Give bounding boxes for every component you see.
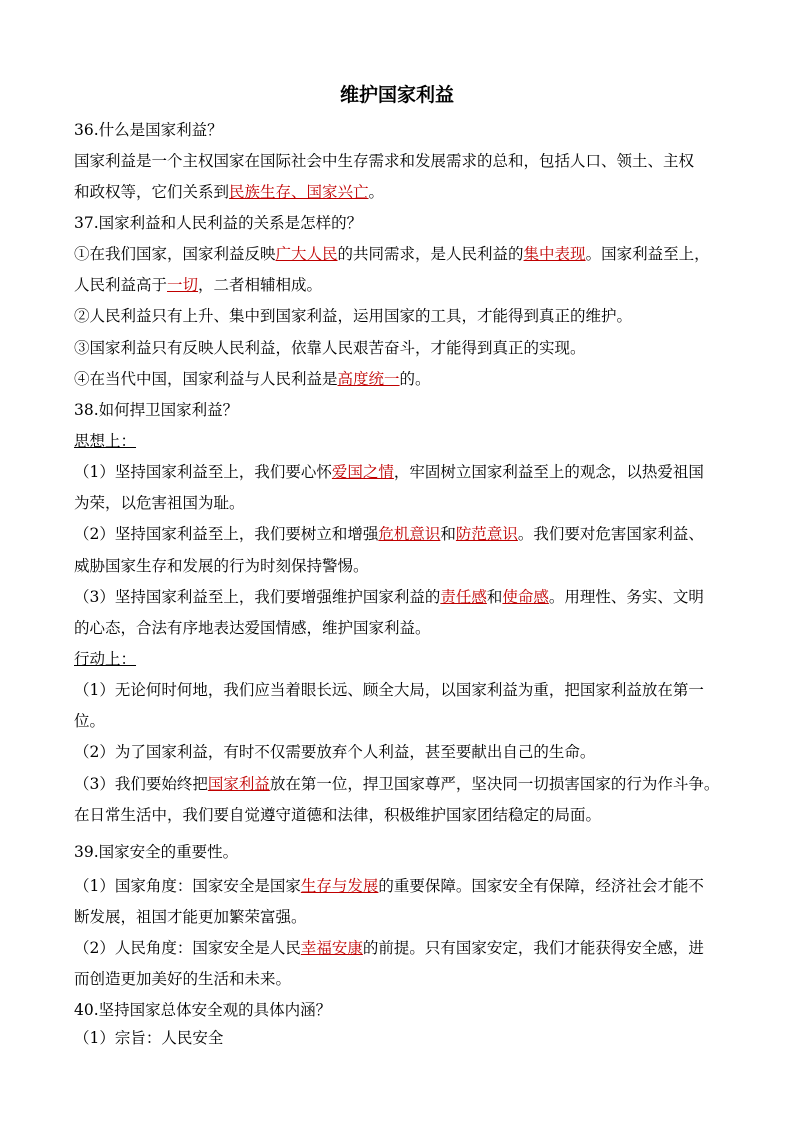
- text-segment: 和: [486, 588, 503, 606]
- text-segment: 。: [368, 183, 385, 201]
- section-heading: 思想上：: [74, 432, 137, 450]
- text-segment: ①在我们国家，国家利益反映: [74, 245, 276, 263]
- question-39: 39.国家安全的重要性。: [74, 843, 239, 861]
- question-38: 38.如何捍卫国家利益？: [74, 401, 239, 419]
- text-segment: （2）人民角度：国家安全是人民: [74, 939, 301, 957]
- keyword: 使命感: [502, 588, 549, 606]
- answer-line: [74, 462, 704, 482]
- keyword: 广大人民: [275, 245, 338, 263]
- answer-line: [74, 369, 431, 389]
- text-segment: ④在当代中国，国家利益与人民利益是: [74, 370, 338, 388]
- answer-line: [74, 182, 384, 202]
- text-segment: 。国家利益至上，: [585, 245, 710, 263]
- keyword: 防范意识: [455, 525, 518, 543]
- question-40: 40.坚持国家总体安全观的具体内涵？: [74, 1001, 332, 1019]
- keyword: 国家利益: [207, 775, 270, 793]
- answer-line: [74, 275, 322, 295]
- text-segment: （2）坚持国家利益至上，我们要树立和增强: [74, 525, 379, 543]
- answer-line: [74, 524, 704, 544]
- text-segment: 和政权等，它们关系到: [74, 183, 230, 201]
- page-title: 维护国家利益: [339, 84, 454, 106]
- answer-line: 威胁国家生存和发展的行为时刻保持警惕。: [74, 557, 369, 575]
- answer-line: 为荣，以危害祖国为耻。: [74, 494, 245, 512]
- text-segment: ，牢固树立国家利益至上的观念，以热爱祖国: [393, 463, 704, 481]
- question-36: 36.什么是国家利益？: [74, 121, 223, 139]
- answer-line: ③国家利益只有反映人民利益，依靠人民艰苦奋斗，才能得到真正的实现。: [74, 339, 586, 357]
- answer-line: ②人民利益只有上升、集中到国家利益，运用国家的工具，才能得到真正的维护。: [74, 307, 633, 325]
- keyword: 一切: [167, 276, 199, 294]
- text-segment: 人民利益高于: [74, 276, 168, 294]
- keyword: 责任感: [440, 588, 487, 606]
- text-segment: 的。: [399, 370, 431, 388]
- answer-line: [74, 587, 704, 607]
- answer-line: 在日常生活中，我们要自觉遵守道德和法律，积极维护国家团结稳定的局面。: [74, 806, 602, 824]
- answer-line: 断发展，祖国才能更加繁荣富强。: [74, 908, 307, 926]
- answer-line: 位。: [74, 712, 106, 730]
- answer-line: 的心态，合法有序地表达爱国情感，维护国家利益。: [74, 619, 431, 637]
- text-segment: 的前提。只有国家安定，我们才能获得安全感，进: [362, 939, 704, 957]
- text-segment: （1）国家角度：国家安全是国家: [74, 877, 301, 895]
- text-segment: 。我们要对危害国家利益、: [517, 525, 704, 543]
- answer-line: 国家利益是一个主权国家在国际社会中生存需求和发展需求的总和，包括人口、领土、主权: [74, 152, 695, 170]
- text-segment: ，二者相辅相成。: [198, 276, 323, 294]
- question-37: 37.国家利益和人民利益的关系是怎样的？: [74, 214, 363, 232]
- section-heading: 行动上：: [74, 650, 137, 668]
- text-segment: 放在第一位，捍卫国家尊严，坚决同一切损害国家的行为作斗争。: [269, 775, 720, 793]
- keyword: 危机意识: [378, 525, 441, 543]
- answer-line: （2）为了国家利益，有时不仅需要放弃个人利益，甚至要献出自己的生命。: [74, 743, 596, 761]
- answer-line: [74, 876, 704, 896]
- text-segment: （1）坚持国家利益至上，我们要心怀: [74, 463, 332, 481]
- keyword: 高度统一: [337, 370, 400, 388]
- text-segment: 的共同需求，是人民利益的: [337, 245, 524, 263]
- text-segment: （3）坚持国家利益至上，我们要增强维护国家利益的: [74, 588, 441, 606]
- keyword: 生存与发展: [300, 877, 379, 895]
- keyword: 民族生存、国家兴亡: [229, 183, 369, 201]
- keyword: 爱国之情: [331, 463, 394, 481]
- text-segment: 的重要保障。国家安全有保障，经济社会才能不: [378, 877, 704, 895]
- text-segment: 。用理性、务实、文明: [548, 588, 704, 606]
- answer-line: [74, 244, 710, 264]
- text-segment: 和: [440, 525, 456, 543]
- keyword: 集中表现: [523, 245, 586, 263]
- text-segment: （3）我们要始终把: [74, 775, 208, 793]
- answer-line: [74, 774, 719, 794]
- answer-line: [74, 938, 704, 958]
- answer-line: （1）宗旨：人民安全: [74, 1029, 224, 1047]
- answer-line: （1）无论何时何地，我们应当着眼长远、顾全大局，以国家利益为重，把国家利益放在第一: [74, 681, 704, 699]
- keyword: 幸福安康: [300, 939, 363, 957]
- answer-line: 而创造更加美好的生活和未来。: [74, 970, 292, 988]
